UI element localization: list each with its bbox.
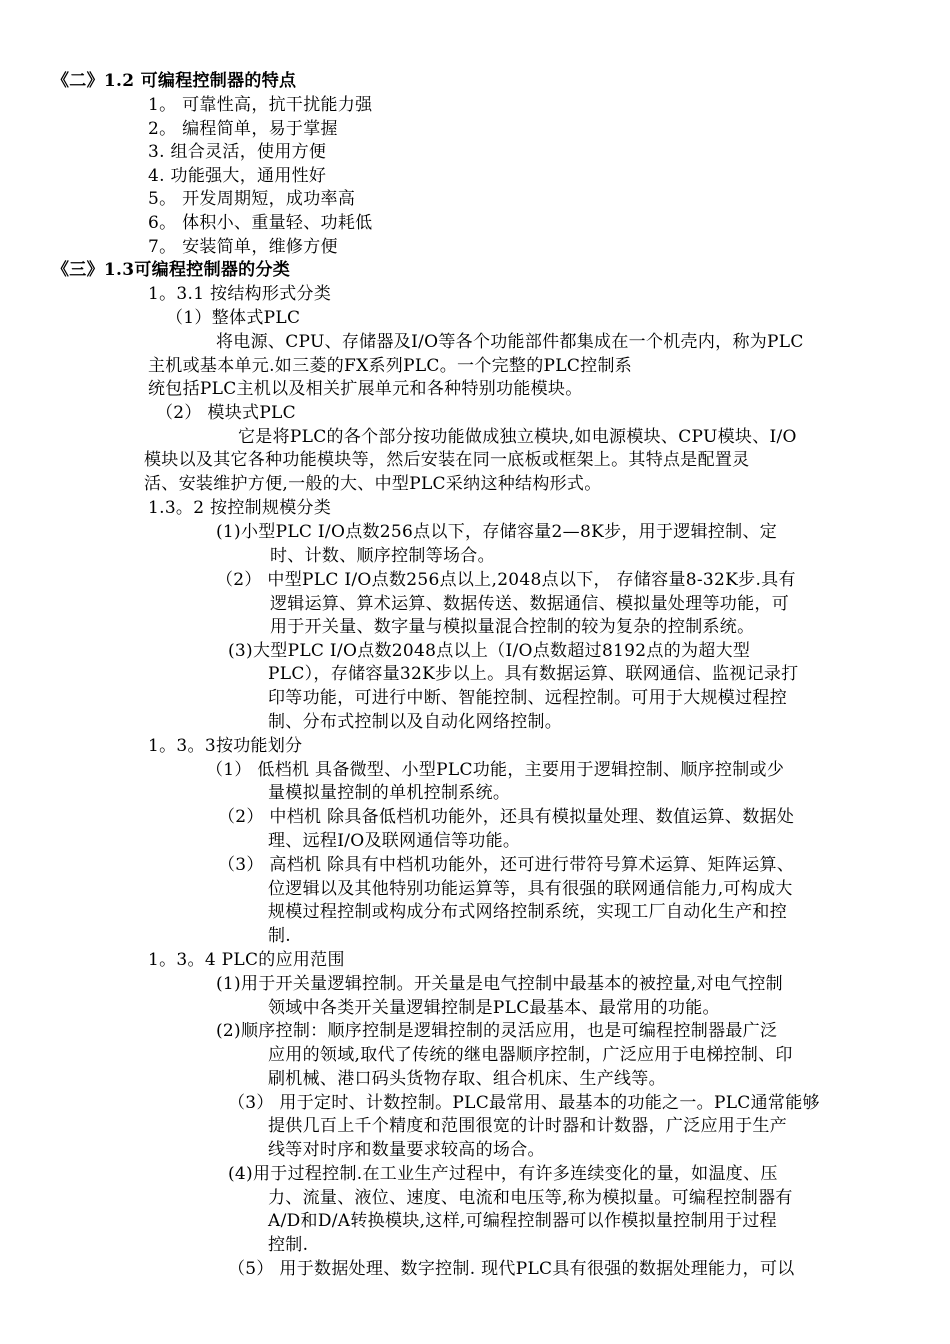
paragraph-line: 将电源、CPU、存储器及I/O等各个功能部件都集成在一个机壳内，称为PLC [216, 332, 804, 352]
list-item-line: 时、计数、顺序控制等场合。 [270, 546, 495, 566]
paragraph-line: 活、安装维护方便,一般的大、中型PLC采纳这种结构形式。 [144, 474, 602, 494]
list-item-line: （3） 用于定时、计数控制。PLC最常用、最基本的功能之一。PLC通常能够 [228, 1093, 820, 1113]
list-item-line: 规模过程控制或构成分布式网络控制系统，实现工厂自动化生产和控 [268, 902, 787, 922]
paragraph-line: 主机或基本单元.如三菱的FX系列PLC。一个完整的PLC控制系 [148, 356, 633, 376]
paragraph-line: 统包括PLC主机以及相关扩展单元和各种特别功能模块。 [148, 379, 583, 399]
list-item: 3. 组合灵活，使用方便 [148, 142, 327, 162]
list-item-line: 用于开关量、数字量与模拟量混合控制的较为复杂的控制系统。 [270, 617, 755, 637]
list-item-line: 量模拟量控制的单机控制系统。 [268, 783, 511, 803]
list-item: 6。 体积小、重量轻、功耗低 [148, 213, 373, 233]
paragraph-line: 模块以及其它各种功能模块等，然后安装在同一底板或框架上。其特点是配置灵 [144, 450, 750, 470]
list-item-line: 应用的领域,取代了传统的继电器顺序控制，广泛应用于电梯控制、印 [268, 1045, 793, 1065]
list-item-line: (1)用于开关量逻辑控制。开关量是电气控制中最基本的被控量,对电气控制 [216, 974, 783, 994]
list-item: 2。 编程简单，易于掌握 [148, 119, 338, 139]
list-item-line: （1） 低档机 具备微型、小型PLC功能，主要用于逻辑控制、顺序控制或少 [206, 760, 785, 780]
list-item-line: 印等功能，可进行中断、智能控制、远程控制。可用于大规模过程控 [268, 688, 787, 708]
list-item-line: (3)大型PLC I/O点数2048点以上（I/O点数超过8192点的为超大型 [228, 641, 751, 661]
list-item-line: (2)顺序控制：顺序控制是逻辑控制的灵活应用，也是可编程控制器最广泛 [216, 1021, 778, 1041]
list-item: 1。 可靠性高，抗干扰能力强 [148, 95, 373, 115]
list-item-line: 制. [268, 926, 292, 946]
list-item-line: （5） 用于数据处理、数字控制. 现代PLC具有很强的数据处理能力，可以 [228, 1259, 795, 1279]
subsection-title: 1。3.1 按结构形式分类 [148, 284, 332, 304]
list-item-line: A/D和D/A转换模块,这样,可编程控制器可以作模拟量控制用于过程 [268, 1211, 777, 1231]
subsection-title: 1.3。2 按控制规模分类 [148, 498, 332, 518]
section-heading: 《二》1.2 可编程控制器的特点 [52, 71, 297, 91]
list-item-line: 理、远程I/O及联网通信等功能。 [268, 831, 521, 851]
list-item-line: 提供几百上千个精度和范围很宽的计时器和计数器，广泛应用于生产 [268, 1116, 787, 1136]
list-item-line: （3） 高档机 除具有中档机功能外，还可进行带符号算术运算、矩阵运算、 [218, 855, 795, 875]
list-item-line: 领域中各类开关量逻辑控制是PLC最基本、最常用的功能。 [268, 998, 720, 1018]
list-item-line: (4)用于过程控制.在工业生产过程中，有许多连续变化的量，如温度、压 [228, 1164, 778, 1184]
list-item-line: 逻辑运算、算术运算、数据传送、数据通信、模拟量处理等功能，可 [270, 594, 789, 614]
list-item-line: 制、分布式控制以及自动化网络控制。 [268, 712, 563, 732]
list-item: 7。 安装简单，维修方便 [148, 237, 338, 257]
paragraph-label: （2） 模块式PLC [156, 403, 296, 423]
subsection-title: 1。3。3按功能划分 [148, 736, 303, 756]
list-item-line: PLC），存储容量32K步以上。具有数据运算、联网通信、监视记录打 [268, 664, 799, 684]
list-item-line: 控制. [268, 1235, 309, 1255]
paragraph-line: 它是将PLC的各个部分按功能做成独立模块,如电源模块、CPU模块、I/O [238, 427, 797, 447]
list-item-line: (1)小型PLC I/O点数256点以下，存储容量2—8K步，用于逻辑控制、定 [216, 522, 778, 542]
list-item-line: 力、流量、液位、速度、电流和电压等,称为模拟量。可编程控制器有 [268, 1188, 793, 1208]
subsection-title: 1。3。4 PLC的应用范围 [148, 950, 345, 970]
list-item-line: 线等对时序和数量要求较高的场合。 [268, 1140, 545, 1160]
list-item: 4. 功能强大，通用性好 [148, 166, 327, 186]
list-item-line: （2） 中型PLC I/O点数256点以上,2048点以下， 存储容量8-32K步.具有 [216, 570, 796, 590]
list-item-line: 刷机械、港口码头货物存取、组合机床、生产线等。 [268, 1069, 666, 1089]
list-item: 5。 开发周期短，成功率高 [148, 189, 356, 209]
section-heading: 《三》1.3可编程控制器的分类 [52, 260, 291, 280]
list-item-line: （2） 中档机 除具备低档机功能外，还具有模拟量处理、数值运算、数据处 [218, 807, 795, 827]
paragraph-label: （1）整体式PLC [166, 308, 301, 328]
list-item-line: 位逻辑以及其他特别功能运算等，具有很强的联网通信能力,可构成大 [268, 879, 793, 899]
